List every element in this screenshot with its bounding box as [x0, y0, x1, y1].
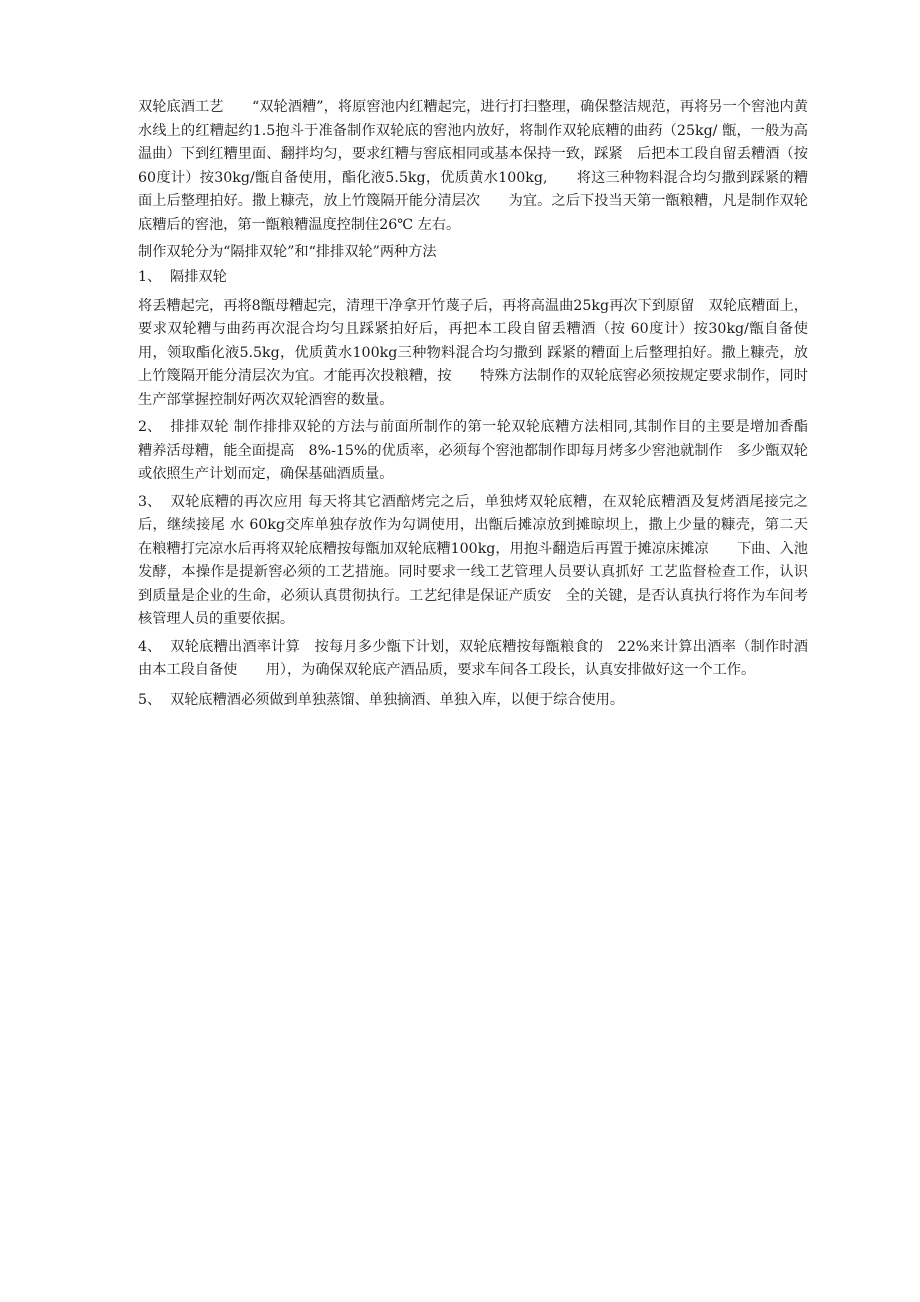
section-5-paragraph [138, 689, 808, 713]
section-1-body: 将丢糟起完，再将8甑母糟起完，清理干净拿开竹蔑子后，再将高温曲25kg再次下到原留 双轮底糟面上，要求双轮糟与曲药再次混合均匀且踩紧拍好后，再把本工段自留丢糟酒（按 60度计）按30kg/甑自备使用，领取酯化液5.5kg，优质黄水100kg三种物料混合均匀撒到 踩紧的糟面上后整理拍好。撒上糠壳，放上竹篾隔开能分清层次为宜。才能再次投粮糟，按 特殊方法制作的双轮底窖必须按规定要求制作，同时生产部掌握控制好两次双轮酒窖的数量。 [138, 297, 808, 408]
section-3-paragraph [138, 491, 823, 632]
section-4-number: 4、 [138, 638, 162, 655]
section-3-number: 3、 [138, 493, 162, 510]
intro-paragraph: 双轮底酒工艺 “双轮酒糟”，将原窖池内红糟起完，进行打扫整理，确保整洁规范，再将另一个窖池内黄 水线上的红糟起约1.5抱斗于准备制作双轮底的窖池内放好，将制作双轮底糟的曲药（25kg/ 甑，一般为高温曲）下到红糟里面、翻拌均匀，要求红糟与窖底相同或基本保持一致，踩紧 后把本工段自留丢糟酒（按60度计）按30kg/甑自备使用，酯化液5.5kg，优质黄水100kg, 将这三种物料混合均匀撒到踩紧的糟面上后整理拍好。撒上糠壳，放上竹篾隔开能分清层次 为宜。之后下投当天第一甑粮糟，凡是制作双轮底糟后的窖池，第一甑粮糟温度控制住26℃ 左右。 [138, 99, 823, 233]
methods-line: 制作双轮分为“隔排双轮”和“排排双轮”两种方法 [138, 244, 437, 260]
section-2-number: 2、 [138, 419, 162, 435]
section-4-paragraph [138, 636, 808, 683]
section-5-number: 5、 [138, 691, 162, 708]
document-body [138, 96, 823, 712]
section-5-text: 双轮底糟酒必须做到单独蒸馏、单独摘酒、单独入库，以便于综合使用。 [170, 691, 625, 708]
section-4-text: 双轮底糟出酒率计算 按每月多少甑下计划，双轮底糟按每甑粮食的 22%来计算出酒率（制作时酒由本工段自备使 用），为确保双轮底产酒品质，要求车间各工段长，认真安排做好这一个工作。 [138, 638, 808, 678]
section-1-title: 隔排双轮 [170, 268, 227, 285]
section-1-heading [138, 265, 808, 289]
section-1-number: 1、 [138, 268, 162, 285]
section-2-text: 排排双轮 制作排排双轮的方法与前面所制作的第一轮双轮底糟方法相同,其制作目的主要是增加香酯 糟养活母糟，能全面提高 8%-15%的优质率，必须每个窖池都制作即每月烤多少窖池就制作 多少甑双轮或依照生产计划而定，确保基础酒质量。 [138, 419, 823, 482]
section-2-paragraph [138, 416, 823, 487]
section-3-text: 双轮底糟的再次应用 每天将其它酒醅烤完之后，单独烤双轮底糟，在双轮底糟酒及复烤酒尾接完之后，继续接尾 水 60kg交库单独存放作为勾调使用，出甑后摊凉放到摊晾坝上，撒上少量的糠壳，第二天 在粮糟打完凉水后再将双轮底糟按每甑加双轮底糟100kg，用抱斗翻造后再置于摊凉床摊凉 下曲、入池发酵，本操作是提新窖必须的工艺措施。同时要求一线工艺管理人员要认真抓好 工艺监督检查工作，认识到质量是企业的生命，必须认真贯彻执行。工艺纪律是保证产质安 全的关键，是否认真执行将作为车间考核管理人员的重要依据。 [138, 493, 823, 627]
